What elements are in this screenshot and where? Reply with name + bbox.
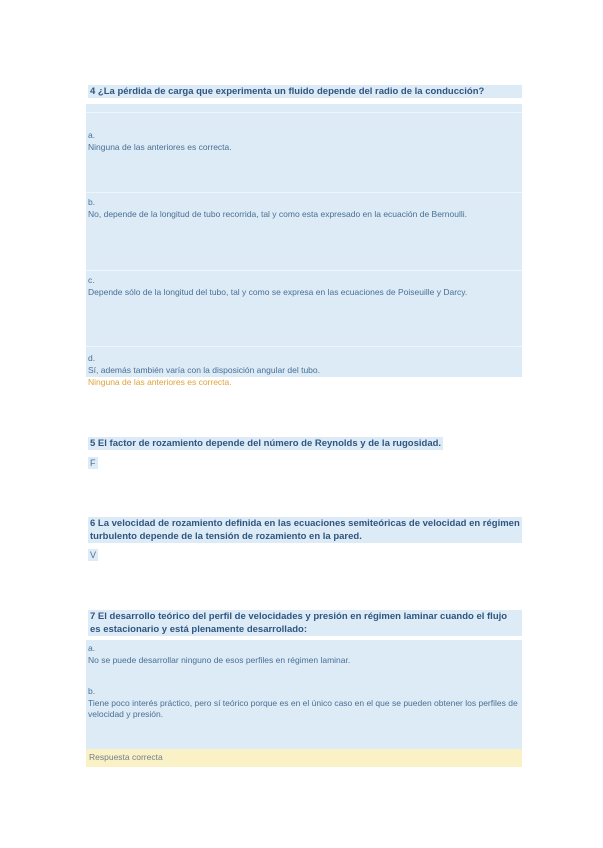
question-4-feedback: Ninguna de las anteriores es correcta.	[88, 377, 232, 387]
option-b[interactable]	[88, 197, 520, 220]
option-b[interactable]	[88, 686, 520, 721]
option-text: Sí, además también varía con la disposición angular del tubo.	[88, 364, 320, 375]
question-5-answer: F	[90, 458, 96, 468]
divider	[86, 112, 522, 113]
option-text: No se puede desarrollar ninguno de esos perfiles en régimen laminar.	[88, 654, 351, 665]
option-a[interactable]	[88, 130, 520, 153]
option-letter: d.	[88, 353, 96, 363]
question-6-title: 6 La velocidad de rozamiento definida en las ecuaciones semiteóricas de velocidad en régimen turbulento depende de la tensión de rozamiento en la pared.	[88, 517, 522, 543]
option-letter: a.	[88, 643, 96, 653]
option-c[interactable]	[88, 275, 520, 298]
option-letter: c.	[88, 275, 95, 285]
divider	[86, 346, 522, 347]
question-7-title: 7 El desarrollo teórico del perfil de velocidades y presión en régimen laminar cuando el flujo es estacionario y está plenamente desarrollado:	[88, 610, 522, 636]
question-7-feedback: Respuesta correcta	[89, 752, 163, 762]
option-letter: b.	[88, 686, 96, 696]
question-6-answer: V	[90, 550, 97, 560]
option-text: No, depende de la longitud de tubo recorrida, tal y como esta expresado en la ecuación de Bernoulli.	[88, 208, 467, 219]
divider	[86, 270, 522, 271]
option-letter: b.	[88, 197, 96, 207]
option-text: Ninguna de las anteriores es correcta.	[88, 141, 232, 152]
question-5-title: 5 El factor de rozamiento depende del número de Reynolds y de la rugosidad.	[90, 438, 442, 449]
option-text: Tiene poco interés práctico, pero sí teórico porque es en el único caso en el que se pueden obtener los perfiles de velocidad y presión.	[88, 697, 518, 719]
option-text: Depende sólo de la longitud del tubo, tal y como se expresa en las ecuaciones de Poiseuille y Darcy.	[88, 286, 468, 297]
option-letter: a.	[88, 130, 96, 140]
option-d[interactable]	[88, 353, 520, 376]
divider	[86, 192, 522, 193]
question-7-feedback-box	[86, 749, 522, 767]
option-a[interactable]	[88, 643, 520, 666]
question-4-title: 4 ¿La pérdida de carga que experimenta un fluido depende del radio de la conducción?	[88, 85, 522, 98]
